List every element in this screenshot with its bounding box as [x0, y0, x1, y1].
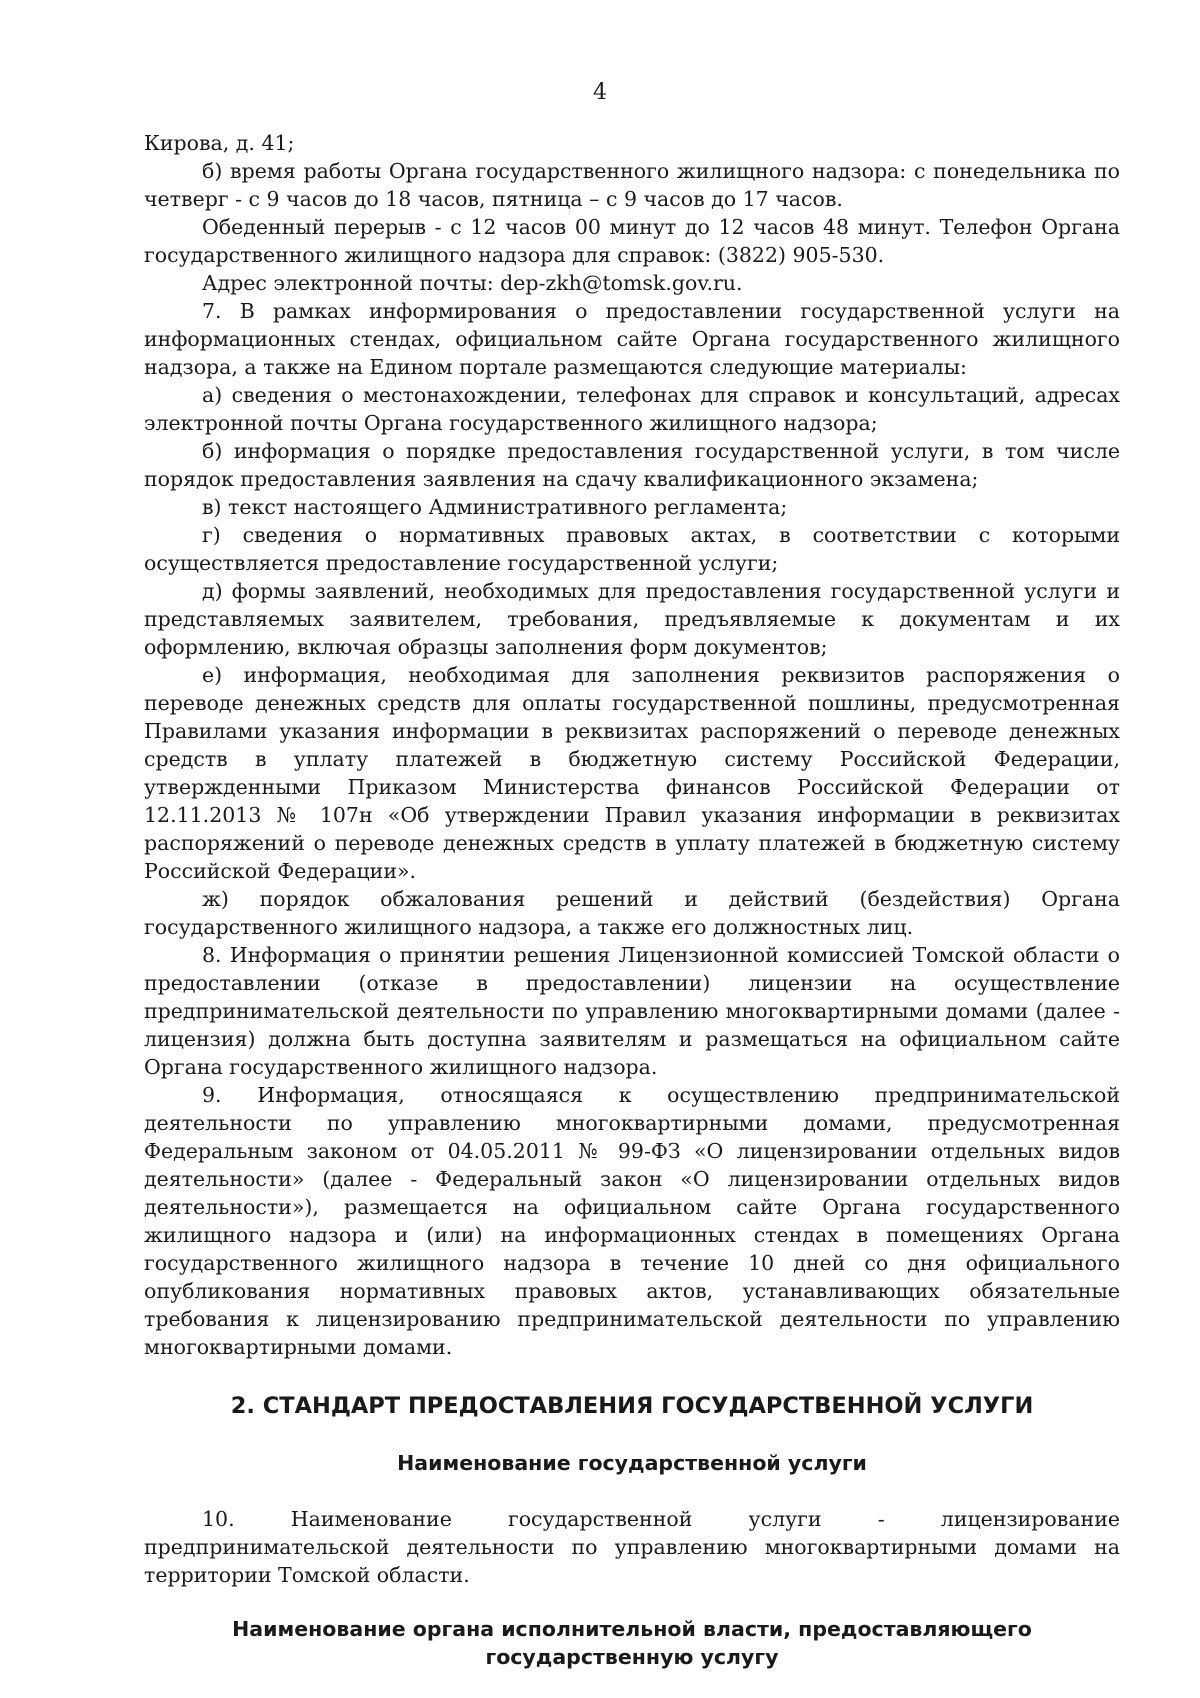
paragraph-7: 7. В рамках информирования о предоставлении государственной услуги на информационных стендах, официальном сайте Органа государственного жилищного надзора, а также на Едином портале размещаются следующие материалы: — [144, 299, 1120, 379]
paragraph-7v: в) текст настоящего Административного регламента; — [202, 495, 788, 519]
paragraph-9: 9. Информация, относящаяся к осуществлению предпринимательской деятельности по управлению многоквартирными домами, предусмотренная Федеральным законом от 04.05.2011 № 99-ФЗ «О лицензировании отдельных видов деятельности» (далее - Федеральный закон «О лицензировании отдельных видов деятельности»), размещается на официальном сайте Органа государственного жилищного надзора и (или) на информационных стендах в помещениях Органа государственного жилищного надзора в течение 10 дней со дня официального опубликования нормативных правовых актов, устанавливающих обязательные требования к лицензированию предпринимательской деятельности по управлению многоквартирными домами. — [144, 1083, 1120, 1359]
page-number: 4 — [593, 80, 607, 105]
paragraph-7zh: ж) порядок обжалования решений и действий (бездействия) Органа государственного жилищного надзора, а также его должностных лиц. — [144, 887, 1120, 939]
paragraph-7d: д) формы заявлений, необходимых для предоставления государственной услуги и представляемых заявителем, требования, предъявляемые к документам и их оформлению, включая образцы заполнения форм документов; — [144, 579, 1120, 659]
paragraph-email: Адрес электронной почты: dep-zkh@tomsk.gov.ru. — [202, 271, 743, 295]
paragraph-7g: г) сведения о нормативных правовых актах, в соответствии с которыми осуществляется предоставление государственной услуги; — [144, 523, 1120, 575]
subheading-service-name: Наименование государственной услуги — [397, 1451, 867, 1475]
paragraph-lunch-break: Обеденный перерыв - с 12 часов 00 минут до 12 часов 48 минут. Телефон Органа государственного жилищного надзора для справок: (3822) 905-530. — [144, 215, 1120, 267]
paragraph-working-hours: б) время работы Органа государственного жилищного надзора: с понедельника по четверг - с 9 часов до 18 часов, пятница – с 9 часов до 17 часов. — [144, 159, 1120, 211]
paragraph-7b: б) информация о порядке предоставления государственной услуги, в том числе порядок предоставления заявления на сдачу квалификационного экзамена; — [144, 439, 1120, 491]
document-body — [144, 129, 1120, 1671]
paragraph-10: 10. Наименование государственной услуги - лицензирование предпринимательской деятельности по управлению многоквартирными домами на территории Томской области. — [144, 1507, 1120, 1587]
subheading-authority-line-2: государственную услугу — [485, 1645, 779, 1669]
subheading-authority-line-1: Наименование органа исполнительной власти, предоставляющего — [232, 1617, 1032, 1641]
paragraph-8: 8. Информация о принятии решения Лицензионной комиссией Томской области о предоставлении (отказе в предоставлении) лицензии на осуществление предпринимательской деятельности по управлению многоквартирными домами (далее - лицензия) должна быть доступна заявителям и размещаться на официальном сайте Органа государственного жилищного надзора. — [144, 943, 1120, 1079]
paragraph-7a: а) сведения о местонахождении, телефонах для справок и консультаций, адресах электронной почты Органа государственного жилищного надзора; — [144, 383, 1120, 435]
paragraph-7e: е) информация, необходимая для заполнения реквизитов распоряжения о переводе денежных средств для оплаты государственной пошлины, предусмотренная Правилами указания информации в реквизитах распоряжений о переводе денежных средств в уплату платежей в бюджетную систему Российской Федерации, утвержденными Приказом Министерства финансов Российской Федерации от 12.11.2013 № 107н «Об утверждении Правил указания информации в реквизитах распоряжений о переводе денежных средств в уплату платежей в бюджетную систему Российской Федерации». — [144, 663, 1120, 883]
subheading-authority — [144, 1615, 1120, 1671]
paragraph-address-continuation: Кирова, д. 41; — [144, 131, 295, 155]
section-heading: 2. СТАНДАРТ ПРЕДОСТАВЛЕНИЯ ГОСУДАРСТВЕННОЙ УСЛУГИ — [230, 1393, 1034, 1419]
